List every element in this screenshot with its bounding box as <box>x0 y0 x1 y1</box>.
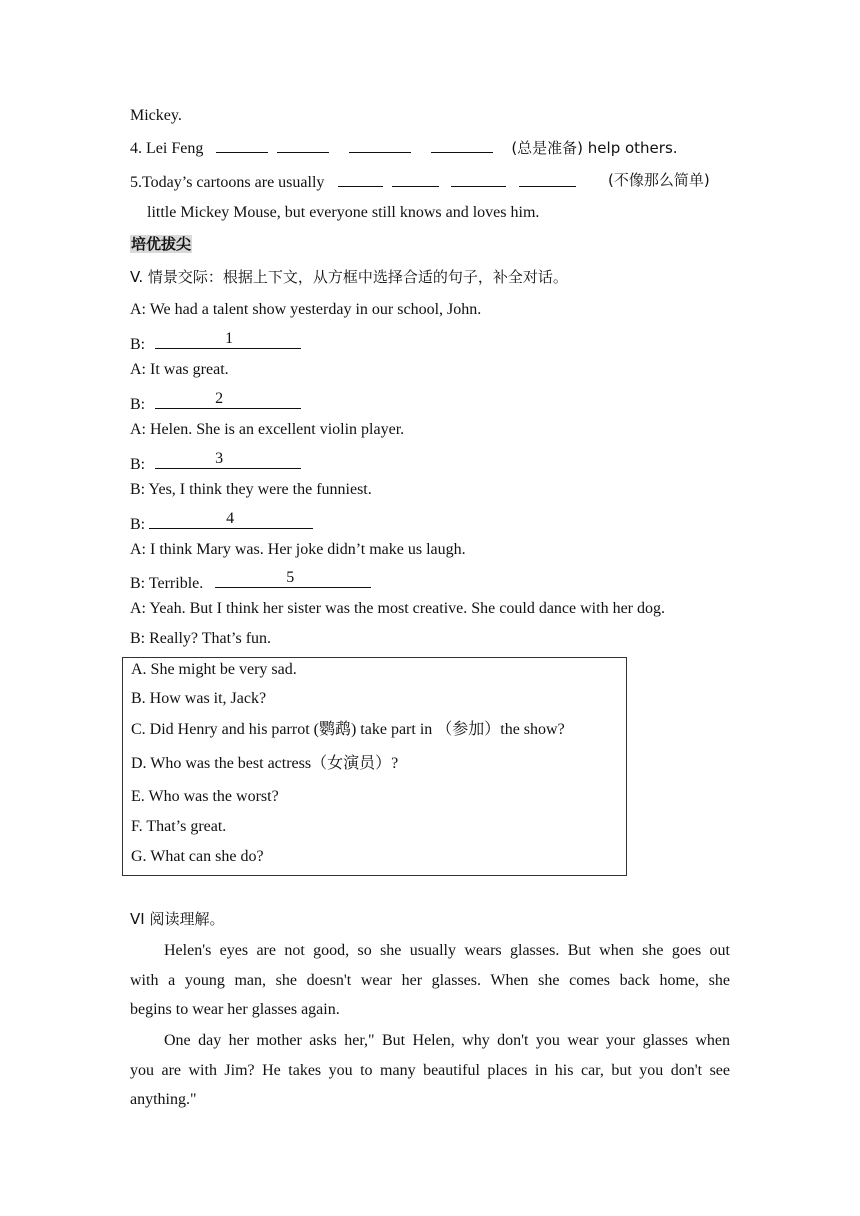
dialogue-text: B: Terrible. <box>130 575 204 592</box>
blank-number: 2 <box>215 390 224 407</box>
question-5-continuation <box>147 203 539 223</box>
option-b: B. How was it, Jack? <box>131 690 267 707</box>
blank-number: 5 <box>286 569 295 586</box>
heading-text: V. 情景交际：根据上下文，从方框中选择合适的句子，补全对话。 <box>130 268 568 286</box>
answer-blank[interactable] <box>451 170 506 187</box>
option-d: D. Who was the best actress（女演员）? <box>131 755 399 772</box>
answer-blank-1[interactable] <box>155 330 301 349</box>
passage-line: you are with Jim? He takes you to many beautiful places in his car, but you don't see <box>130 1062 730 1079</box>
question-5-text: 5.Today’s cartoons are usually <box>130 174 325 191</box>
passage-line: Helen's eyes are not good, so she usually wears glasses. But when she goes out <box>164 942 730 959</box>
answer-blank[interactable] <box>216 136 268 153</box>
dialogue-line <box>130 569 371 594</box>
dialogue-line <box>130 510 313 535</box>
question-4 <box>130 136 678 159</box>
answer-blank[interactable] <box>519 170 576 187</box>
passage-line: begins to wear her glasses again. <box>130 1001 340 1018</box>
dialogue-text: B: Really? That’s fun. <box>130 630 272 647</box>
section-6-heading <box>130 909 224 929</box>
dialogue-line <box>130 480 372 500</box>
option-f: F. That’s great. <box>131 818 227 835</box>
dialogue-line <box>130 629 271 649</box>
question-4-text: 4. Lei Feng <box>130 140 204 157</box>
answer-blank[interactable] <box>338 170 383 187</box>
blank-number: 1 <box>225 330 234 347</box>
answer-blank-5[interactable] <box>215 569 371 588</box>
answer-blank[interactable] <box>392 170 439 187</box>
answer-blank-4[interactable] <box>149 510 313 529</box>
dialogue-line <box>130 420 404 440</box>
question-5 <box>130 170 710 193</box>
options-box <box>122 657 627 876</box>
blank-number: 4 <box>226 510 235 527</box>
answer-blank[interactable] <box>277 136 329 153</box>
dialogue-text: B: <box>130 456 146 473</box>
dialogue-text: A: Yeah. But I think her sister was the most creative. She could dance with her dog. <box>130 600 665 617</box>
dialogue-line <box>130 390 301 415</box>
section-tag <box>130 234 192 255</box>
dialogue-text: A: Helen. She is an excellent violin player. <box>130 421 405 438</box>
dialogue-text: A: I think Mary was. Her joke didn’t make us laugh. <box>130 541 466 558</box>
dialogue-line <box>130 360 229 380</box>
dialogue-line <box>130 599 665 619</box>
line-mickey <box>130 106 182 126</box>
dialogue-line <box>130 450 301 475</box>
passage-line: anything." <box>130 1091 197 1108</box>
dialogue-text: A: We had a talent show yesterday in our school, John. <box>130 301 482 318</box>
passage-line: One day her mother asks her," But Helen, why don't you wear your glasses when <box>164 1032 730 1049</box>
section-tag-label: 培优拔尖 <box>131 235 192 253</box>
dialogue-line <box>130 540 466 560</box>
line-text: little Mickey Mouse, but everyone still knows and loves him. <box>147 204 540 221</box>
dialogue-text: A: It was great. <box>130 361 229 378</box>
dialogue-line <box>130 330 301 355</box>
option-c: C. Did Henry and his parrot (鹦鹉) take part in （参加）the show? <box>131 721 565 738</box>
option-e: E. Who was the worst? <box>131 788 279 805</box>
answer-blank[interactable] <box>349 136 411 153</box>
dialogue-text: B: <box>130 336 146 353</box>
option-g: G. What can she do? <box>131 848 264 865</box>
heading-text: VI 阅读理解。 <box>130 910 225 928</box>
question-4-hint: (总是准备) help others. <box>511 139 678 157</box>
dialogue-line <box>130 300 481 320</box>
answer-blank[interactable] <box>431 136 493 153</box>
dialogue-text: B: <box>130 396 146 413</box>
option-a: A. She might be very sad. <box>131 661 297 678</box>
question-5-hint: (不像那么简单) <box>608 171 710 189</box>
passage-line: with a young man, she doesn't wear her glasses. When she comes back home, she <box>130 972 730 989</box>
answer-blank-3[interactable] <box>155 450 301 469</box>
line-text: Mickey. <box>130 107 182 124</box>
dialogue-text: B: Yes, I think they were the funniest. <box>130 481 372 498</box>
dialogue-text: B: <box>130 516 146 533</box>
blank-number: 3 <box>215 450 224 467</box>
section-5-heading <box>130 267 568 287</box>
answer-blank-2[interactable] <box>155 390 301 409</box>
